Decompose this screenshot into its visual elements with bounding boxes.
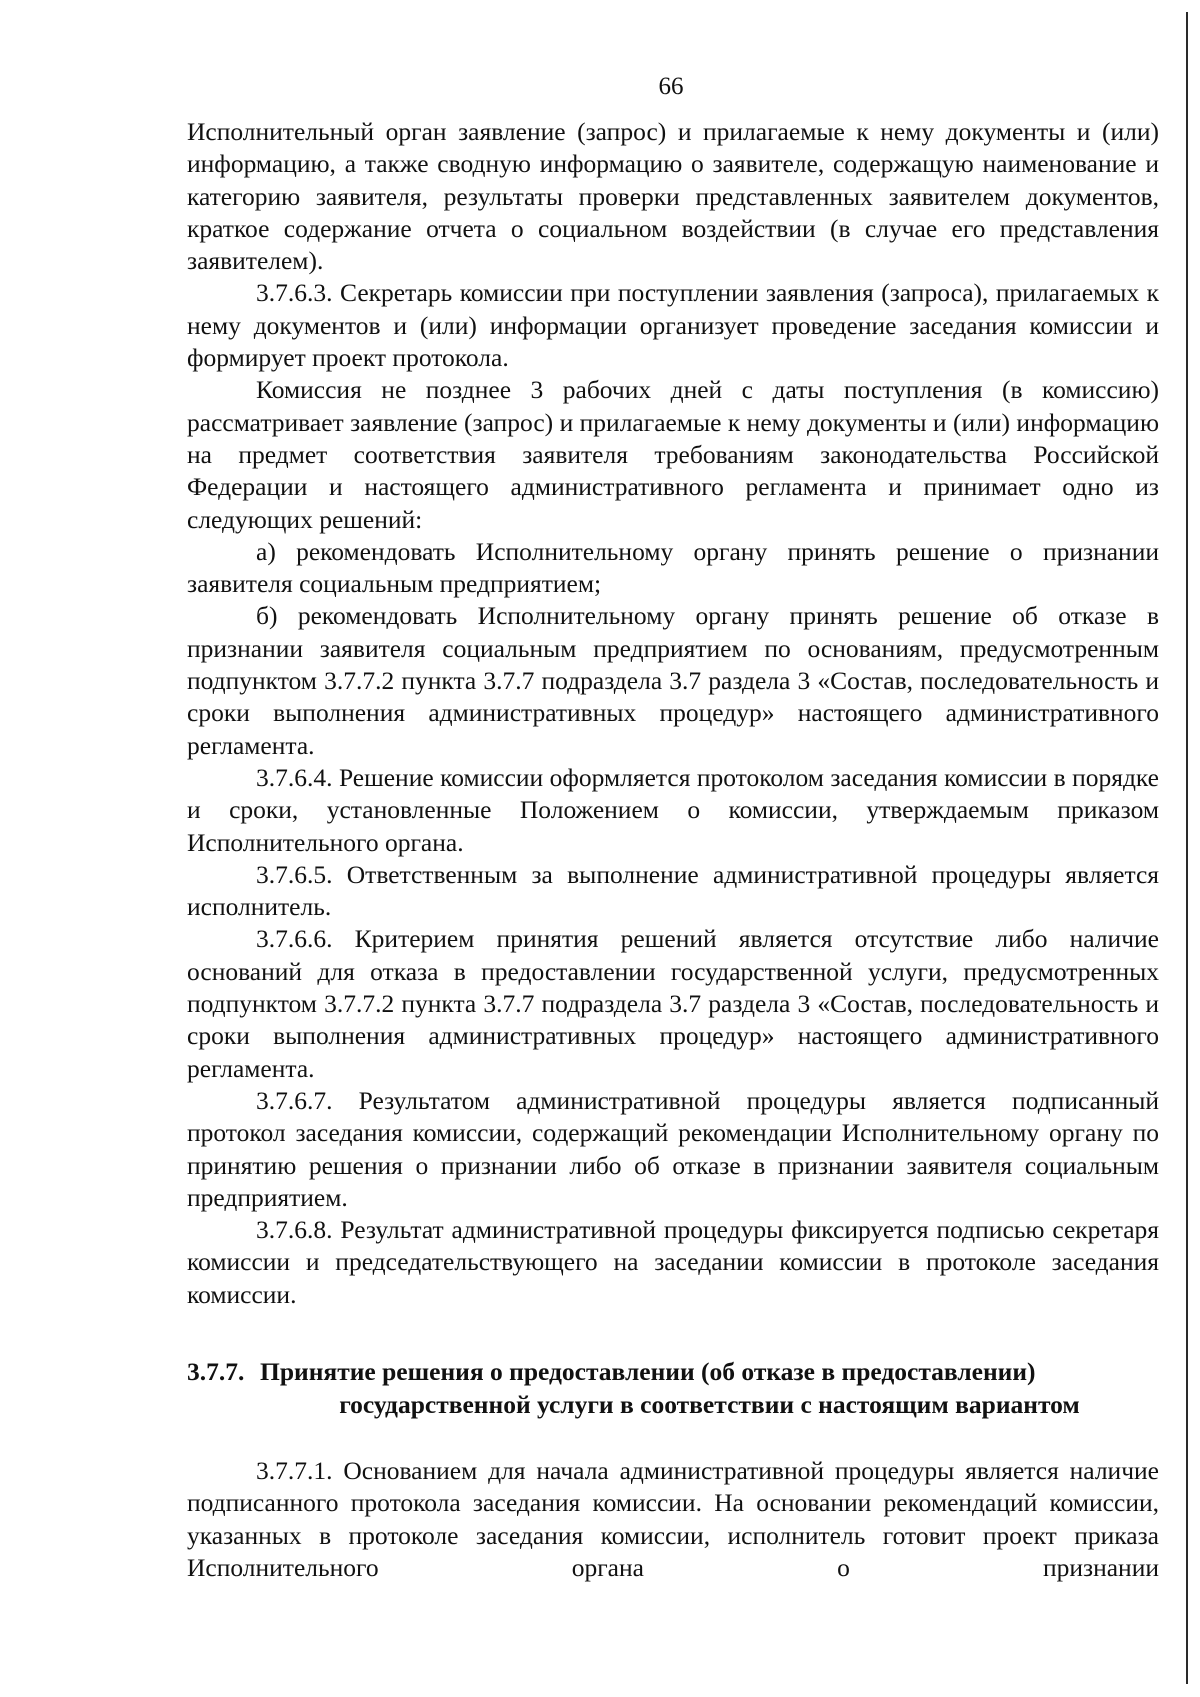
- paragraph-3-7-6-3: 3.7.6.3. Секретарь комиссии при поступлении заявления (запроса), прилагаемых к нему документов и (или) информации организует проведение заседания комиссии и формирует проект протокола.: [187, 278, 1159, 373]
- paragraph-3-7-6-7: 3.7.6.7. Результатом административной процедуры является подписанный протокол заседания комиссии, содержащий рекомендации Исполнительному органу по принятию решения о признании либо об отказе в признании заявителя социальным предприятием.: [187, 1085, 1159, 1212]
- section-heading: [187, 1355, 1159, 1421]
- paragraph-3-7-7-1: 3.7.7.1. Основанием для начала административной процедуры является наличие подписанного протокола заседания комиссии. На основании рекомендаций комиссии, указанных в протоколе заседания комиссии, исполнитель готовит проект приказа Исполнительного органа о признании: [187, 1456, 1159, 1582]
- paragraph-3-7-6-8: 3.7.6.8. Результат административной процедуры фиксируется подписью секретаря комиссии и председательствующего на заседании комиссии в протоколе заседания комиссии.: [187, 1215, 1159, 1309]
- page-edge-line: [1186, 12, 1188, 1684]
- paragraph-option-a: а) рекомендовать Исполнительному органу принять решение о признании заявителя социальным предприятием;: [187, 536, 1159, 599]
- paragraph-commission: Комиссия не позднее 3 рабочих дней с даты поступления (в комиссию) рассматривает заявление (запрос) и прилагаемые к нему документы и (или) информацию на предмет соответствия заявителя требованиям законодательства Российской Федерации и настоящего административного регламента и принимает одно из следующих решений:: [187, 375, 1159, 534]
- section-heading-line-2: государственной услуги в соответствии с настоящим вариантом: [339, 1390, 1080, 1419]
- page-number: 66: [658, 73, 684, 100]
- section-heading-line-1: Принятие решения о предоставлении (об отказе в предоставлении): [260, 1357, 1036, 1386]
- section-heading-number: 3.7.7.: [187, 1357, 245, 1386]
- paragraph-option-b: б) рекомендовать Исполнительному органу принять решение об отказе в признании заявителя социальным предприятием по основаниям, предусмотренным подпунктом 3.7.7.2 пункта 3.7.7 подраздела 3.7 раздела 3 «Состав, последовательность и сроки выполнения административных процедур» настоящего административного регламента.: [187, 601, 1159, 760]
- paragraph-3-7-6-6: 3.7.6.6. Критерием принятия решений является отсутствие либо наличие оснований для отказа в предоставлении государственной услуги, предусмотренных подпунктом 3.7.7.2 пункта 3.7.7 подраздела 3.7 раздела 3 «Состав, последовательность и сроки выполнения административных процедур» настоящего административного регламента.: [187, 924, 1159, 1083]
- paragraph-3-7-6-5: 3.7.6.5. Ответственным за выполнение административной процедуры является исполнитель.: [187, 859, 1159, 922]
- paragraph-3-7-6-4: 3.7.6.4. Решение комиссии оформляется протоколом заседания комиссии в порядке и сроки, установленные Положением о комиссии, утверждаемым приказом Исполнительного органа.: [187, 762, 1159, 857]
- document-body-continued: [187, 1455, 1159, 1584]
- document-body: [187, 116, 1159, 1311]
- paragraph-intro: Исполнительный орган заявление (запрос) и прилагаемые к нему документы и (или) информацию, а также сводную информацию о заявителе, содержащую наименование и категорию заявителя, результаты проверки представленных заявителем документов, краткое содержание отчета о социальном воздействии (в случае его представления заявителем).: [187, 117, 1159, 276]
- section-heading-title: [187, 1355, 1159, 1421]
